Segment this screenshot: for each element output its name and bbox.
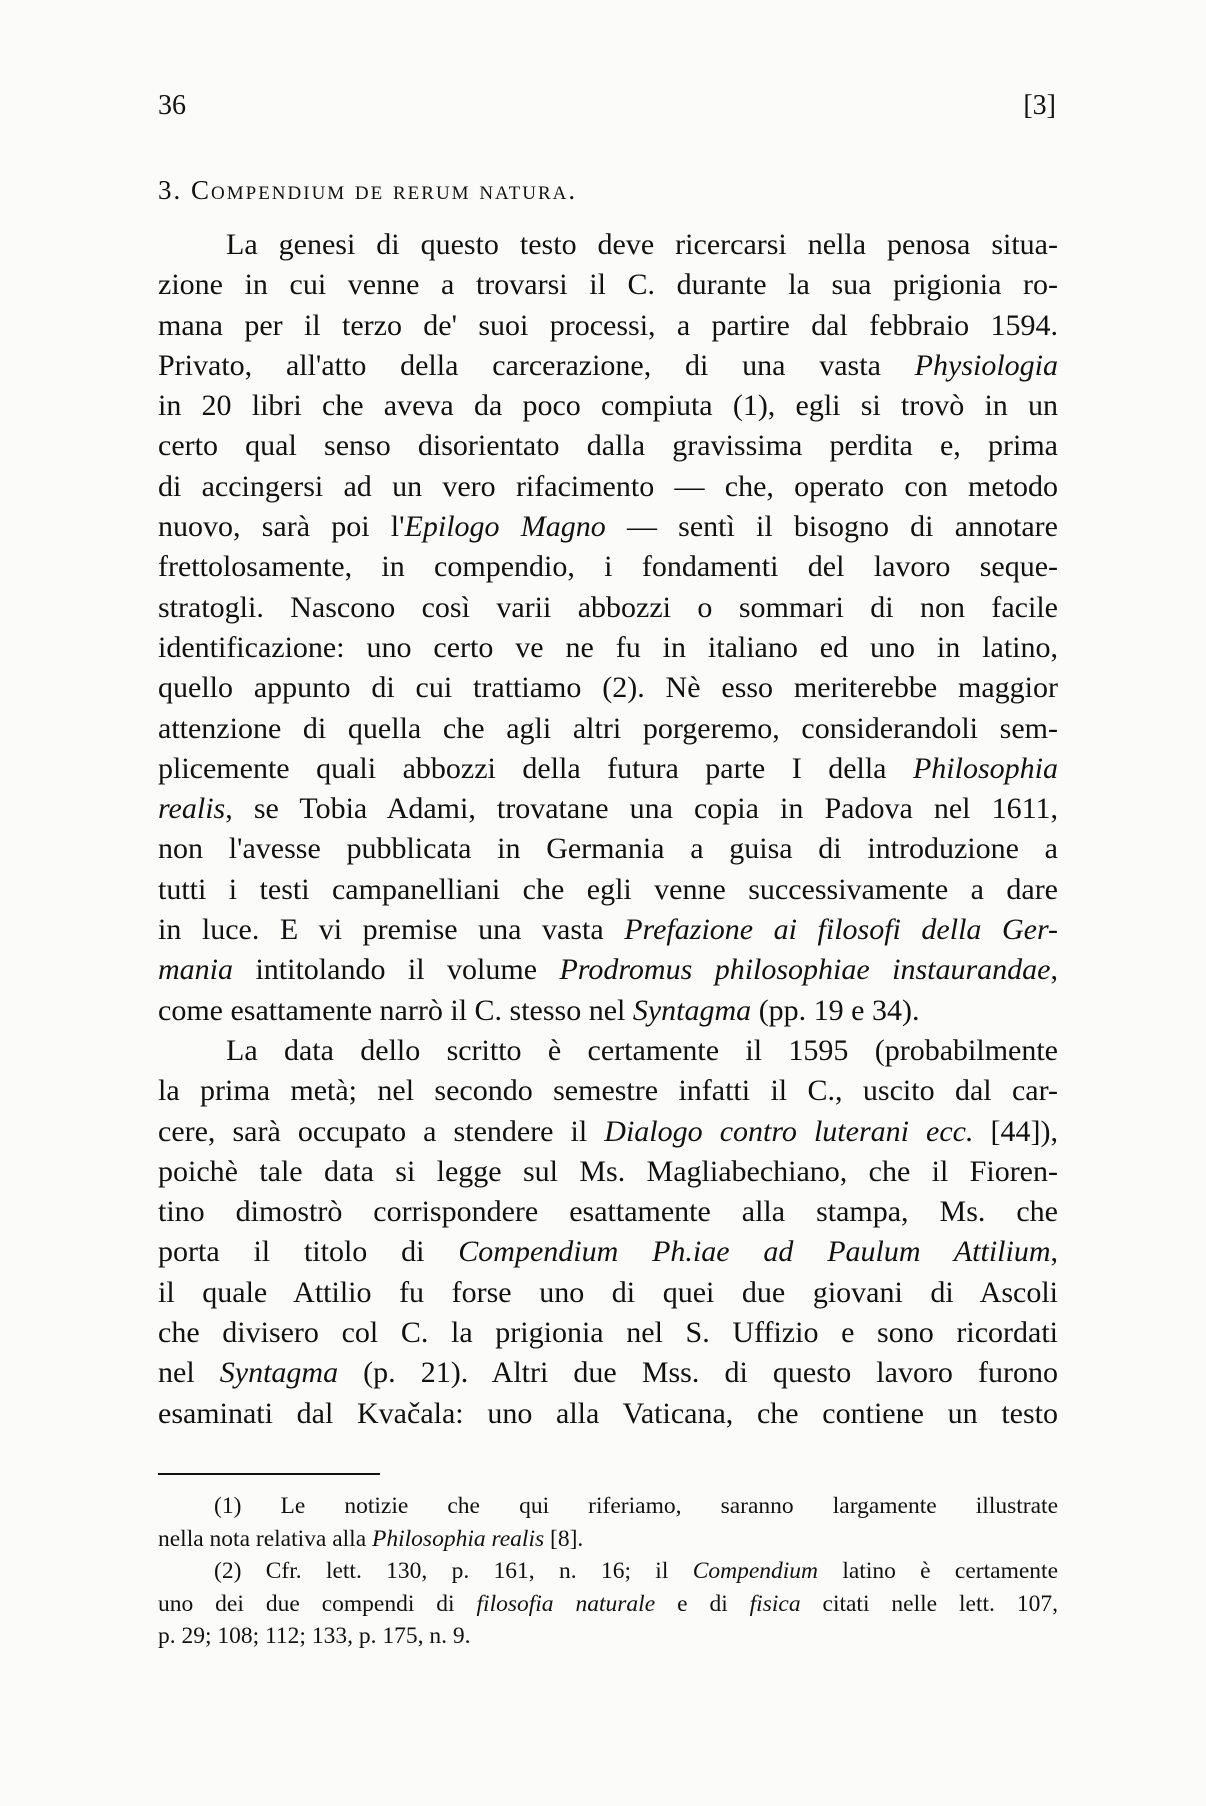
text-line: zione in cui venne a trovarsi il C. durante la sua prigionia ro- <box>158 268 1058 302</box>
page-header <box>158 90 1056 130</box>
text-line: La data dello scritto è certamente il 1595 (probabilmente <box>226 1033 1058 1067</box>
text-line: esaminati dal Kvačala: uno alla Vaticana, che contiene un testo <box>158 1396 1058 1430</box>
footnote-line: p. 29; 108; 112; 133, p. 175, n. 9. <box>158 1623 471 1649</box>
body-text <box>158 225 1058 1434</box>
text-line: frettolosamente, in compendio, i fondamenti del lavoro seque- <box>158 550 1058 584</box>
text-line: di accingersi ad un vero rifacimento — che, operato con metodo <box>158 469 1058 503</box>
text-line: il quale Attilio fu forse uno di quei due giovani di Ascoli <box>158 1275 1058 1309</box>
paragraph-2 <box>158 1031 1058 1434</box>
text-line: Privato, all'atto della carcerazione, di una vasta Physiologia <box>158 348 1058 382</box>
footnote-line: uno dei due compendi di filosofia naturale e di fisica citati nelle lett. 107, <box>158 1590 1058 1617</box>
text-line: mana per il terzo de' suoi processi, a partire dal febbraio 1594. <box>158 308 1058 342</box>
section-heading <box>158 175 577 206</box>
footnote-line: (1) Le notizie che qui riferiamo, saranno largamente illustrate <box>214 1493 1058 1519</box>
section-reference: [3] <box>1023 90 1056 121</box>
text-line: che divisero col C. la prigionia nel S. Uffizio e sono ricordati <box>158 1316 1058 1350</box>
text-line: come esattamente narrò il C. stesso nel Syntagma (pp. 19 e 34). <box>158 993 920 1027</box>
footnote-2 <box>158 1555 1058 1653</box>
text-line: realis, se Tobia Adami, trovatane una copia in Padova nel 1611, <box>158 792 1058 826</box>
text-line: quello appunto di cui trattiamo (2). Nè esso meriterebbe maggior <box>158 671 1058 705</box>
page-number: 36 <box>158 90 186 121</box>
text-line: tino dimostrò corrispondere esattamente alla stampa, Ms. che <box>158 1195 1058 1229</box>
footnote-line: nella nota relativa alla Philosophia realis [8]. <box>158 1525 584 1552</box>
footnotes <box>158 1490 1058 1653</box>
footnote-1 <box>158 1490 1058 1555</box>
text-line: attenzione di quella che agli altri porgeremo, considerandoli sem- <box>158 711 1058 745</box>
footnote-line: (2) Cfr. lett. 130, p. 161, n. 16; il Compendium latino è certamente <box>214 1558 1058 1584</box>
text-line: non l'avesse pubblicata in Germania a guisa di introduzione a <box>158 832 1058 866</box>
text-line: in 20 libri che aveva da poco compiuta (1), egli si trovò in un <box>158 389 1058 423</box>
paragraph-1 <box>158 225 1058 1031</box>
text-line: certo qual senso disorientato dalla gravissima perdita e, prima <box>158 429 1058 463</box>
text-line: nel Syntagma (p. 21). Altri due Mss. di questo lavoro furono <box>158 1356 1058 1390</box>
text-line: mania intitolando il volume Prodromus philosophiae instaurandae, <box>158 953 1058 987</box>
footnote-divider <box>158 1473 380 1475</box>
text-line: plicemente quali abbozzi della futura parte I della Philosophia <box>158 751 1058 785</box>
text-line: cere, sarà occupato a stendere il Dialogo contro luterani ecc. [44]), <box>158 1114 1058 1148</box>
text-line: La genesi di questo testo deve ricercarsi nella penosa situa- <box>226 228 1058 261</box>
text-line: in luce. E vi premise una vasta Prefazione ai filosofi della Ger- <box>158 913 1058 947</box>
text-line: porta il titolo di Compendium Ph.iae ad Paulum Attilium, <box>158 1235 1058 1269</box>
text-line: la prima metà; nel secondo semestre infatti il C., uscito dal car- <box>158 1074 1058 1108</box>
text-line: nuovo, sarà poi l'Epilogo Magno — sentì il bisogno di annotare <box>158 510 1058 544</box>
text-line: tutti i testi campanelliani che egli venne successivamente a dare <box>158 872 1058 906</box>
text-line: poichè tale data si legge sul Ms. Magliabechiano, che il Fioren- <box>158 1154 1058 1188</box>
text-line: stratogli. Nascono così varii abbozzi o sommari di non facile <box>158 590 1058 624</box>
section-title: Compendium de rerum natura. <box>191 175 578 205</box>
text-line: identificazione: uno certo ve ne fu in italiano ed uno in latino, <box>158 630 1058 664</box>
section-number: 3. <box>158 175 183 205</box>
